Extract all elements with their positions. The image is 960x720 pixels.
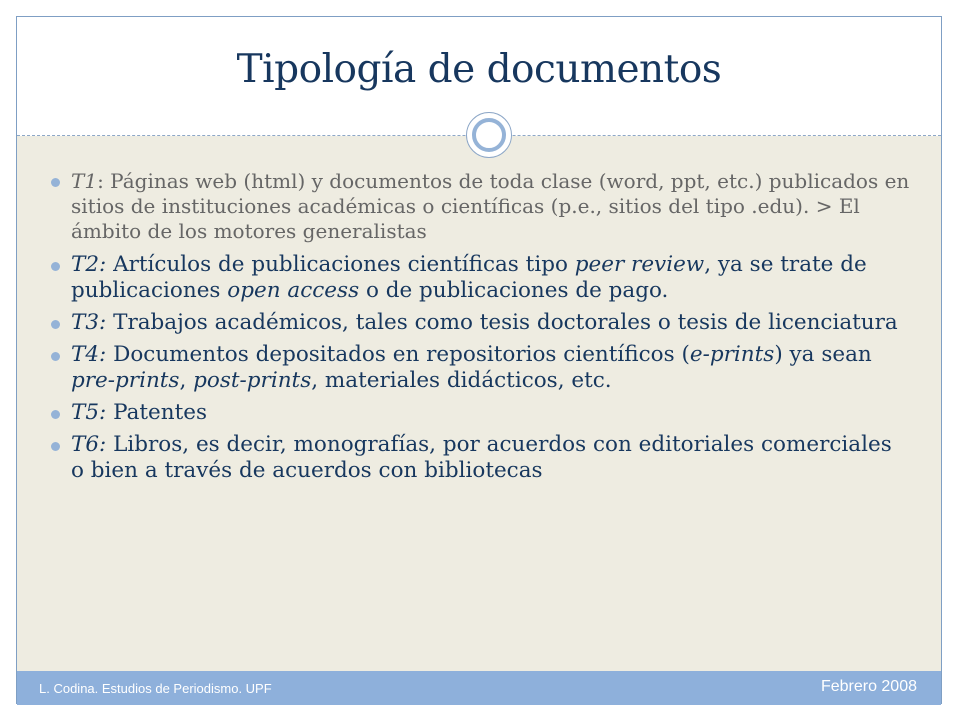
bullet-term: T2:: [71, 252, 107, 277]
bullet-text: : Páginas web (html) y documentos de toda clase (word, ppt, etc.) publicados en sitios de instituciones académicas o científicas (p.e., sitios del tipo .edu). > El ámbito de los motores generalistas: [71, 169, 910, 243]
bullet-term: T5:: [71, 400, 107, 425]
bullet-term: T1: [71, 169, 98, 193]
bullet-text: Artículos de publicaciones científicas tipo: [106, 252, 575, 277]
bullet-text: Trabajos académicos, tales como tesis doctorales o tesis de licenciatura: [106, 310, 898, 335]
bullet-text: o de publicaciones de pago.: [359, 278, 669, 303]
slide-frame: [16, 16, 942, 704]
bullet-emphasis: peer review: [574, 252, 705, 277]
bullet-text: , ya se trate de publicaciones: [71, 252, 867, 303]
bullet-emphasis: e-prints: [689, 342, 775, 367]
footer-author: L. Codina. Estudios de Periodismo. UPF: [39, 681, 272, 696]
slide-title: Tipología de documentos: [236, 47, 722, 92]
bullet-term: T3:: [71, 310, 107, 335]
bullet-emphasis: open access: [227, 278, 360, 303]
bullet-item-t6: [51, 432, 911, 484]
circle-ornament-icon: [466, 112, 512, 158]
bullet-list: [51, 169, 911, 490]
bullet-term: T6:: [71, 432, 107, 457]
footer-date: Febrero 2008: [820, 678, 917, 695]
bullet-text: Documentos depositados en repositorios científicos (: [106, 342, 690, 367]
bullet-item-t4: [51, 342, 911, 394]
footer-bar: [17, 671, 941, 705]
bullet-text: ,: [179, 368, 194, 393]
bullet-emphasis: pre-prints: [71, 368, 180, 393]
bullet-item-t3: [51, 310, 911, 336]
bullet-text: Libros, es decir, monografías, por acuerdos con editoriales comerciales o bien a través de acuerdos con bibliotecas: [71, 432, 892, 483]
bullet-item-t5: [51, 400, 911, 426]
bullet-term: T4:: [71, 342, 107, 367]
bullet-item-t2: [51, 252, 911, 304]
bullet-text: ) ya sean: [774, 342, 872, 367]
bullet-item-t1: [51, 169, 911, 244]
bullet-text: , materiales didácticos, etc.: [311, 368, 612, 393]
bullet-emphasis: post-prints: [193, 368, 312, 393]
bullet-text: Patentes: [106, 400, 208, 425]
